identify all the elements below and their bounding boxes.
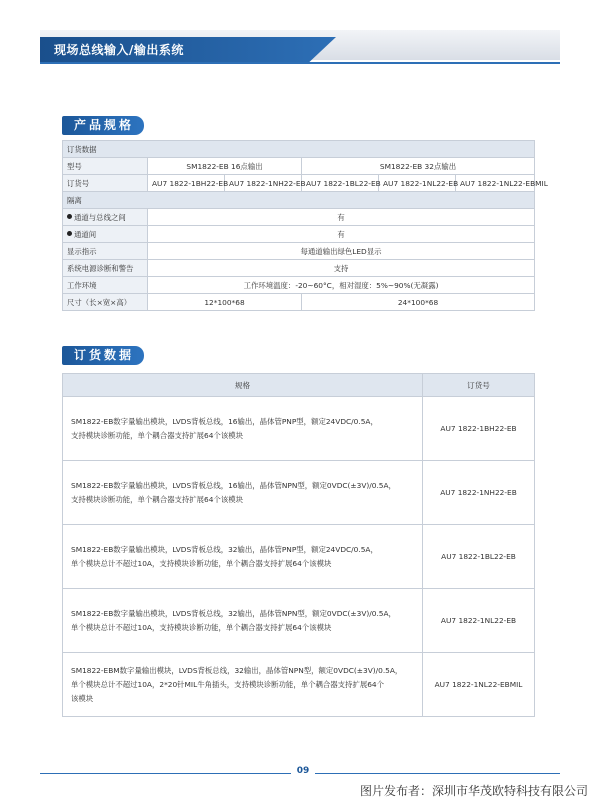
- order-code-cell: AU7 1822-1NL22-EBMIL: [456, 175, 535, 192]
- order-code-cell: AU7 1822-1BL22-EB: [302, 175, 379, 192]
- spec-row-diag: [63, 260, 535, 277]
- description-line: SM1822-EB数字量输出模块，LVDS背板总线，32输出，晶体管PNP型，额定24VDC/0.5A，: [71, 544, 378, 554]
- row-description: [63, 525, 423, 589]
- page-number: 09: [291, 766, 315, 776]
- env-label: 工作环境: [63, 277, 148, 294]
- isolation-label: 隔离: [63, 192, 535, 209]
- col-order-no-header: 订货号: [423, 374, 535, 397]
- bullet-icon: [67, 214, 72, 219]
- description-line: SM1822-EBM数字量输出模块，LVDS背板总线，32输出，晶体管NPN型，额定0VDC(±3V)/0.5A，: [71, 665, 403, 675]
- spec-row-iso-channel-bus: [63, 209, 535, 226]
- table-row: [63, 525, 535, 589]
- iso-channels-label: 通道间: [74, 229, 97, 239]
- spec-row-iso-channels: [63, 226, 535, 243]
- header-rule: [40, 62, 560, 64]
- spec-row-model: [63, 158, 535, 175]
- iso-channel-bus-cell: [63, 209, 148, 226]
- row-order-code: AU7 1822-1NL22-EB: [423, 589, 535, 653]
- diag-value: 支持: [148, 260, 535, 277]
- table-row: [63, 589, 535, 653]
- header-title: 现场总线输入/输出系统: [54, 43, 184, 57]
- specs-section-title: 产品规格: [62, 116, 144, 135]
- spec-table: [62, 140, 548, 311]
- ordering-data-label: 订货数据: [63, 141, 535, 158]
- order-no-label: 订货号: [63, 175, 148, 192]
- row-description: [63, 589, 423, 653]
- description-line: 单个模块总计不超过10A，2*20针MIL牛角插头，支持模块诊断功能，单个耦合器支持扩展64个: [71, 679, 385, 689]
- iso-channels-cell: [63, 226, 148, 243]
- order-code-cell: AU7 1822-1NL22-EB: [379, 175, 456, 192]
- description-line: 单个模块总计不超过10A，支持模块诊断功能，单个耦合器支持扩展64个该模块: [71, 622, 332, 632]
- row-order-code: AU7 1822-1BH22-EB: [423, 397, 535, 461]
- spec-row-env: [63, 277, 535, 294]
- iso-channels-value: 有: [148, 226, 535, 243]
- spec-row-isolation: [63, 192, 535, 209]
- description-line: SM1822-EB数字量输出模块，LVDS背板总线，16输出，晶体管NPN型，额定0VDC(±3V)/0.5A，: [71, 480, 396, 490]
- size-label: 尺寸（长×宽×高）: [63, 294, 148, 311]
- spec-row-display: [63, 243, 535, 260]
- order-code-cell: AU7 1822-1NH22-EB: [225, 175, 302, 192]
- model-label: 型号: [63, 158, 148, 175]
- row-description: [63, 397, 423, 461]
- description-line: SM1822-EB数字量输出模块，LVDS背板总线，32输出，晶体管NPN型，额定0VDC(±3V)/0.5A，: [71, 608, 396, 618]
- order-table: [62, 373, 535, 717]
- diag-label: 系统电源诊断和警告: [63, 260, 148, 277]
- iso-channel-bus-label: 通道与总线之间: [74, 212, 126, 222]
- spec-row-ordering-data: [63, 141, 535, 158]
- row-order-code: AU7 1822-1NH22-EB: [423, 461, 535, 525]
- model-32-cell: SM1822-EB 32点输出: [302, 158, 535, 175]
- env-value: 工作环境温度：-20~60°C，相对湿度：5%~90%(无凝露): [148, 277, 535, 294]
- order-section-title: 订货数据: [62, 346, 144, 365]
- description-line: 支持模块诊断功能，单个耦合器支持扩展64个该模块: [71, 430, 244, 440]
- spec-row-size: [63, 294, 535, 311]
- row-description: [63, 461, 423, 525]
- col-spec-header: 规格: [63, 374, 423, 397]
- order-code-cell: AU7 1822-1BH22-EB: [148, 175, 225, 192]
- display-value: 每通道输出绿色LED显示: [148, 243, 535, 260]
- model-16-cell: SM1822-EB 16点输出: [148, 158, 302, 175]
- row-order-code: AU7 1822-1NL22-EBMIL: [423, 653, 535, 717]
- iso-channel-bus-value: 有: [148, 209, 535, 226]
- size-32-value: 24*100*68: [302, 294, 535, 311]
- publisher-watermark: 图片发布者：深圳市华茂欧特科技有限公司: [359, 784, 588, 798]
- order-table-header: [63, 374, 535, 397]
- bullet-icon: [67, 231, 72, 236]
- description-line: 单个模块总计不超过10A，支持模块诊断功能，单个耦合器支持扩展64个该模块: [71, 558, 332, 568]
- table-row: [63, 653, 535, 717]
- display-label: 显示指示: [63, 243, 148, 260]
- description-line: SM1822-EB数字量输出模块，LVDS背板总线，16输出，晶体管PNP型，额定24VDC/0.5A，: [71, 416, 378, 426]
- table-row: [63, 461, 535, 525]
- row-description: [63, 653, 423, 717]
- row-order-code: AU7 1822-1BL22-EB: [423, 525, 535, 589]
- table-row: [63, 397, 535, 461]
- description-line: 支持模块诊断功能，单个耦合器支持扩展64个该模块: [71, 494, 244, 504]
- description-line: 该模块: [71, 693, 94, 703]
- spec-row-order-no: [63, 175, 535, 192]
- size-16-value: 12*100*68: [148, 294, 302, 311]
